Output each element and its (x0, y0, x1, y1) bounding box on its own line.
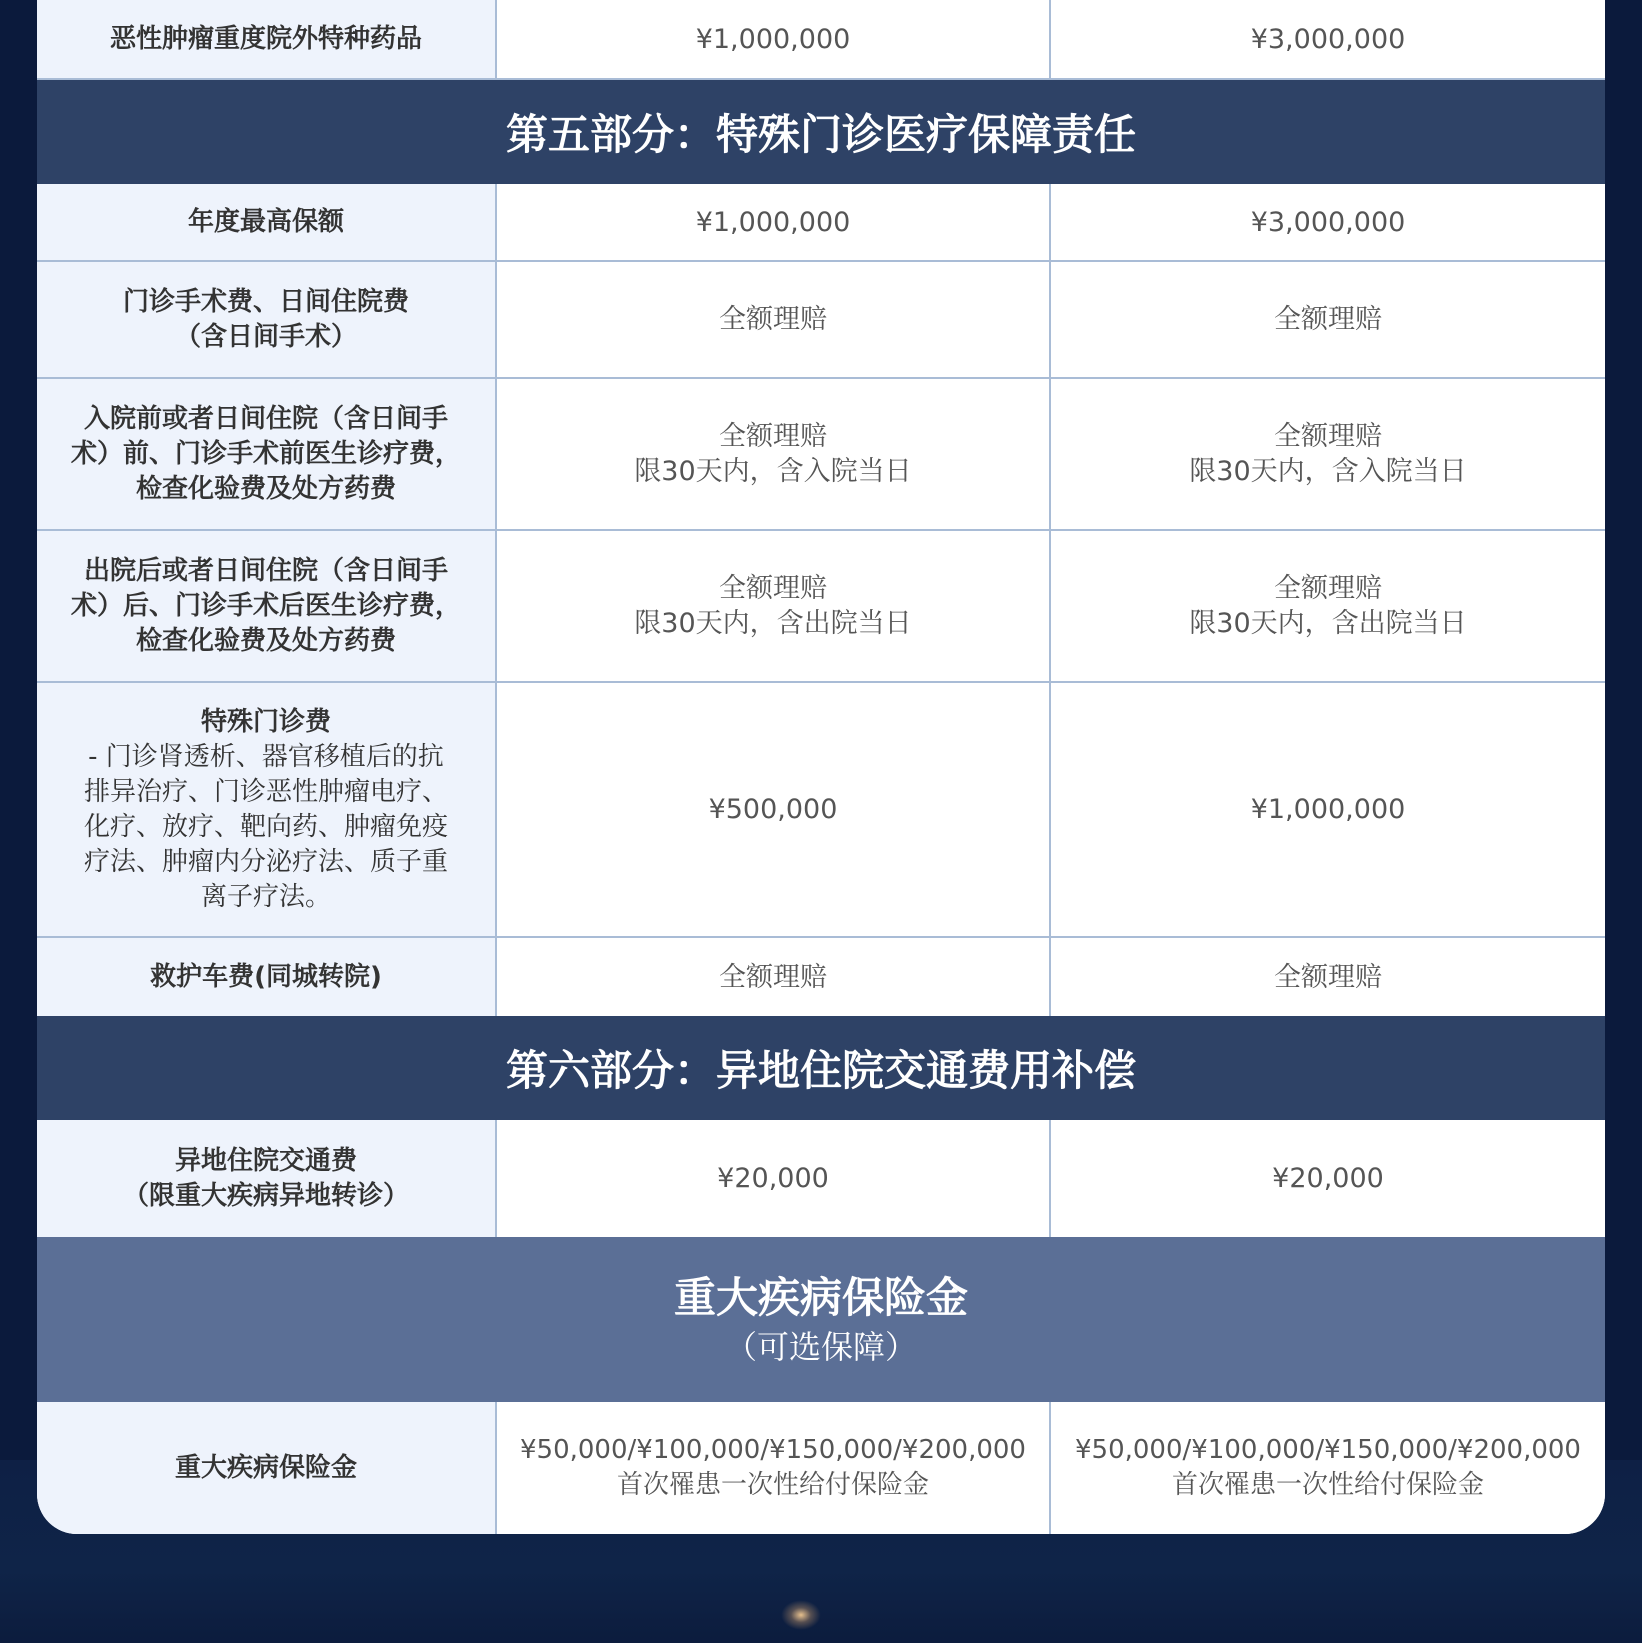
table-row (37, 1402, 1605, 1534)
benefit-item-label: 恶性肿瘤重度院外特种药品 (109, 23, 422, 54)
benefit-item-label: 救护车费(同城转院) (150, 961, 382, 992)
section-subtitle: （可选保障） (724, 1327, 917, 1366)
benefit-item-line: 检查化验费及处方药费 (135, 473, 396, 504)
benefit-item-line: 入院前或者日间住院（含日间手 (83, 403, 448, 434)
plan-a-value (497, 1120, 1051, 1237)
benefit-item-title: 特殊门诊费 (200, 706, 331, 737)
plan-a-value (497, 184, 1051, 262)
plan-b-value (1051, 262, 1605, 379)
benefit-item-line: 异地住院交通费 (174, 1145, 357, 1176)
benefit-item (37, 531, 497, 683)
section-title: 第六部分：异地住院交通费用补偿 (505, 1046, 1136, 1095)
plan-b-value-text: ¥20,000 (1272, 1163, 1384, 1194)
section-header-part6 (37, 1016, 1605, 1120)
benefit-item-line: （含日间手术） (174, 321, 357, 352)
plan-a-value (497, 683, 1051, 938)
plan-b-value (1051, 531, 1605, 683)
benefit-item (37, 262, 497, 379)
plan-a-value (497, 1402, 1051, 1534)
plan-b-value-text: 全额理赔 (1274, 961, 1382, 993)
plan-b-value-line: 全额理赔 (1273, 573, 1382, 604)
plan-b-value-line: 限30天内，含出院当日 (1189, 608, 1467, 639)
benefit-item-line: - 门诊肾透析、器官移植后的抗 (88, 741, 444, 772)
table-row (37, 1120, 1605, 1237)
plan-b-value (1051, 1402, 1605, 1534)
plan-b-value-text: 全额理赔 (1274, 304, 1382, 335)
benefit-item (37, 1402, 497, 1534)
plan-a-value-line: 首次罹患一次性给付保险金 (616, 1470, 929, 1500)
benefit-item-line: （限重大疾病异地转诊） (122, 1180, 409, 1211)
plan-a-value (497, 262, 1051, 379)
benefit-item-line: 疗法、肿瘤内分泌疗法、质子重 (83, 846, 448, 877)
benefit-item (37, 184, 497, 262)
benefit-item-line: 术）前、门诊手术前医生诊疗费， (70, 438, 461, 469)
plan-b-value-text: ¥3,000,000 (1250, 23, 1406, 55)
benefit-item-line: 离子疗法。 (200, 881, 331, 912)
section-header-part5 (37, 80, 1605, 184)
benefit-item (37, 0, 497, 80)
table-row (37, 938, 1605, 1016)
benefit-item-line: 门诊手术费、日间住院费 (122, 286, 409, 317)
table-row (37, 531, 1605, 683)
benefit-item-line: 化疗、放疗、靶向药、肿瘤免疫 (83, 811, 448, 842)
section-title: 第五部分：特殊门诊医疗保障责任 (505, 110, 1136, 159)
plan-a-value-text: ¥1,000,000 (695, 206, 851, 238)
plan-b-value (1051, 938, 1605, 1016)
benefit-item (37, 1120, 497, 1237)
table-row (37, 379, 1605, 531)
plan-a-value-line: 限30天内，含出院当日 (634, 608, 912, 639)
plan-b-value (1051, 379, 1605, 531)
light-glow (781, 1600, 821, 1630)
plan-b-value (1051, 0, 1605, 80)
plan-a-value-line: 全额理赔 (718, 421, 827, 452)
plan-a-value (497, 0, 1051, 80)
benefit-item (37, 379, 497, 531)
benefit-item-label: 重大疾病保险金 (174, 1452, 357, 1483)
plan-b-value-text: ¥1,000,000 (1250, 794, 1406, 825)
benefits-table (37, 0, 1605, 1534)
plan-b-value (1051, 184, 1605, 262)
plan-a-value-line: 全额理赔 (718, 573, 827, 604)
plan-a-value-text: ¥1,000,000 (695, 23, 851, 55)
table-row (37, 0, 1605, 80)
benefit-item (37, 938, 497, 1016)
plan-b-value-line: ¥50,000/¥100,000/¥150,000/¥200,000 (1075, 1435, 1581, 1465)
plan-a-value (497, 379, 1051, 531)
benefit-item-line: 术）后、门诊手术后医生诊疗费， (70, 590, 461, 621)
plan-a-value (497, 938, 1051, 1016)
plan-b-value-text: ¥3,000,000 (1250, 206, 1406, 238)
plan-a-value-text: 全额理赔 (719, 304, 827, 335)
plan-b-value-line: 限30天内，含入院当日 (1189, 456, 1467, 487)
table-row (37, 262, 1605, 379)
plan-a-value-text: ¥500,000 (708, 794, 838, 825)
section-header-optional (37, 1237, 1605, 1402)
benefit-item-label: 年度最高保额 (187, 206, 344, 237)
plan-a-value (497, 531, 1051, 683)
plan-b-value-line: 首次罹患一次性给付保险金 (1171, 1470, 1484, 1500)
plan-a-value-line: 限30天内，含入院当日 (634, 456, 912, 487)
benefit-item-line: 排异治疗、门诊恶性肿瘤电疗、 (83, 776, 448, 807)
table-row (37, 184, 1605, 262)
benefit-item-line: 检查化验费及处方药费 (135, 625, 396, 656)
plan-a-value-text: ¥20,000 (717, 1163, 829, 1194)
benefit-item (37, 683, 497, 938)
table-row (37, 683, 1605, 938)
plan-a-value-text: 全额理赔 (719, 961, 827, 993)
benefit-item-line: 出院后或者日间住院（含日间手 (83, 555, 448, 586)
section-title: 重大疾病保险金 (673, 1272, 968, 1322)
plan-b-value-line: 全额理赔 (1273, 421, 1382, 452)
plan-a-value-line: ¥50,000/¥100,000/¥150,000/¥200,000 (520, 1435, 1026, 1465)
plan-b-value (1051, 683, 1605, 938)
plan-b-value (1051, 1120, 1605, 1237)
